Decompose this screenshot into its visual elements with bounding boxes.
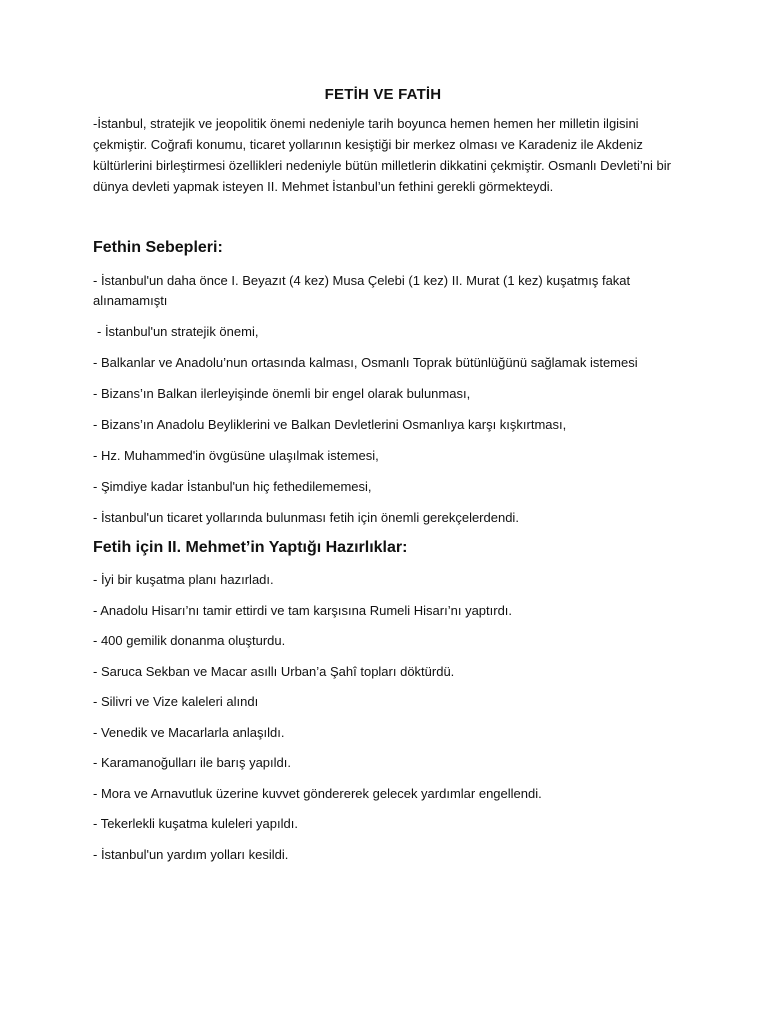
preparation-item: - Anadolu Hisarı’nı tamir ettirdi ve tam karşısına Rumeli Hisarı’nı yaptırdı.	[93, 602, 513, 618]
preparation-item: - Silivri ve Vize kaleleri alındı	[93, 694, 259, 709]
reason-item: - Bizans’ın Balkan ilerleyişinde önemli bir engel olarak bulunması,	[93, 386, 471, 401]
intro-paragraph: -İstanbul, stratejik ve jeopolitik önemi nedeniyle tarih boyunca hemen hemen her milletin ilgisini çekmiştir. Coğrafi konumu, ticaret yollarının kesiştiği bir merkez olması ve Karadeniz ile Akdeniz kültürlerini birleştirmesi özellikleri nedeniyle bütün milletlerin dikkatini çekmiştir. Osmanlı Devleti’ni bir dünya devleti yapmak isteyen II. Mehmet İstanbul’un fethini gerekli görmekteydi.	[93, 116, 671, 194]
reason-item: - Bizans’ın Anadolu Beyliklerini ve Balkan Devletlerini Osmanlıya karşı kışkırtması,	[93, 417, 567, 432]
preparations-list	[93, 570, 673, 865]
preparation-item: - Venedik ve Macarlarla anlaşıldı.	[93, 724, 285, 740]
reason-item: - Balkanlar ve Anadolu’nun ortasında kalması, Osmanlı Toprak bütünlüğünü sağlamak istemesi	[93, 355, 638, 370]
preparation-item: - 400 gemilik donanma oluşturdu.	[93, 633, 286, 648]
preparation-item: - İstanbul'un yardım yolları kesildi.	[93, 846, 289, 862]
preparation-item: - Tekerlekli kuşatma kuleleri yapıldı.	[93, 816, 298, 831]
preparation-item: - Mora ve Arnavutluk üzerine kuvvet göndererek gelecek yardımlar engellendi.	[93, 785, 542, 801]
preparation-item: - İyi bir kuşatma planı hazırladı.	[93, 572, 274, 587]
reason-item: - İstanbul'un ticaret yollarında bulunması fetih için önemli gerekçelerdendi.	[93, 510, 519, 525]
reasons-list	[93, 271, 673, 528]
document-page	[93, 86, 673, 875]
document-title: FETİH VE FATİH	[324, 86, 442, 103]
reason-item: - Şimdiye kadar İstanbul'un hiç fethedilememesi,	[93, 479, 372, 494]
reasons-heading: Fethin Sebepleri:	[93, 239, 223, 256]
reason-item: - İstanbul'un stratejik önemi,	[97, 324, 259, 339]
reason-item: - Hz. Muhammed'in övgüsüne ulaşılmak istemesi,	[93, 448, 379, 463]
preparation-item: - Saruca Sekban ve Macar asıllı Urban’a Şahî topları döktürdü.	[93, 663, 455, 679]
preparation-item: - Karamanoğulları ile barış yapıldı.	[93, 755, 291, 770]
reason-item: - İstanbul'un daha önce I. Beyazıt (4 kez) Musa Çelebi (1 kez) II. Murat (1 kez) kuşatmış fakat alınamamıştı	[93, 273, 631, 308]
preparations-heading: Fetih için II. Mehmet’in Yaptığı Hazırlıklar:	[93, 539, 408, 556]
